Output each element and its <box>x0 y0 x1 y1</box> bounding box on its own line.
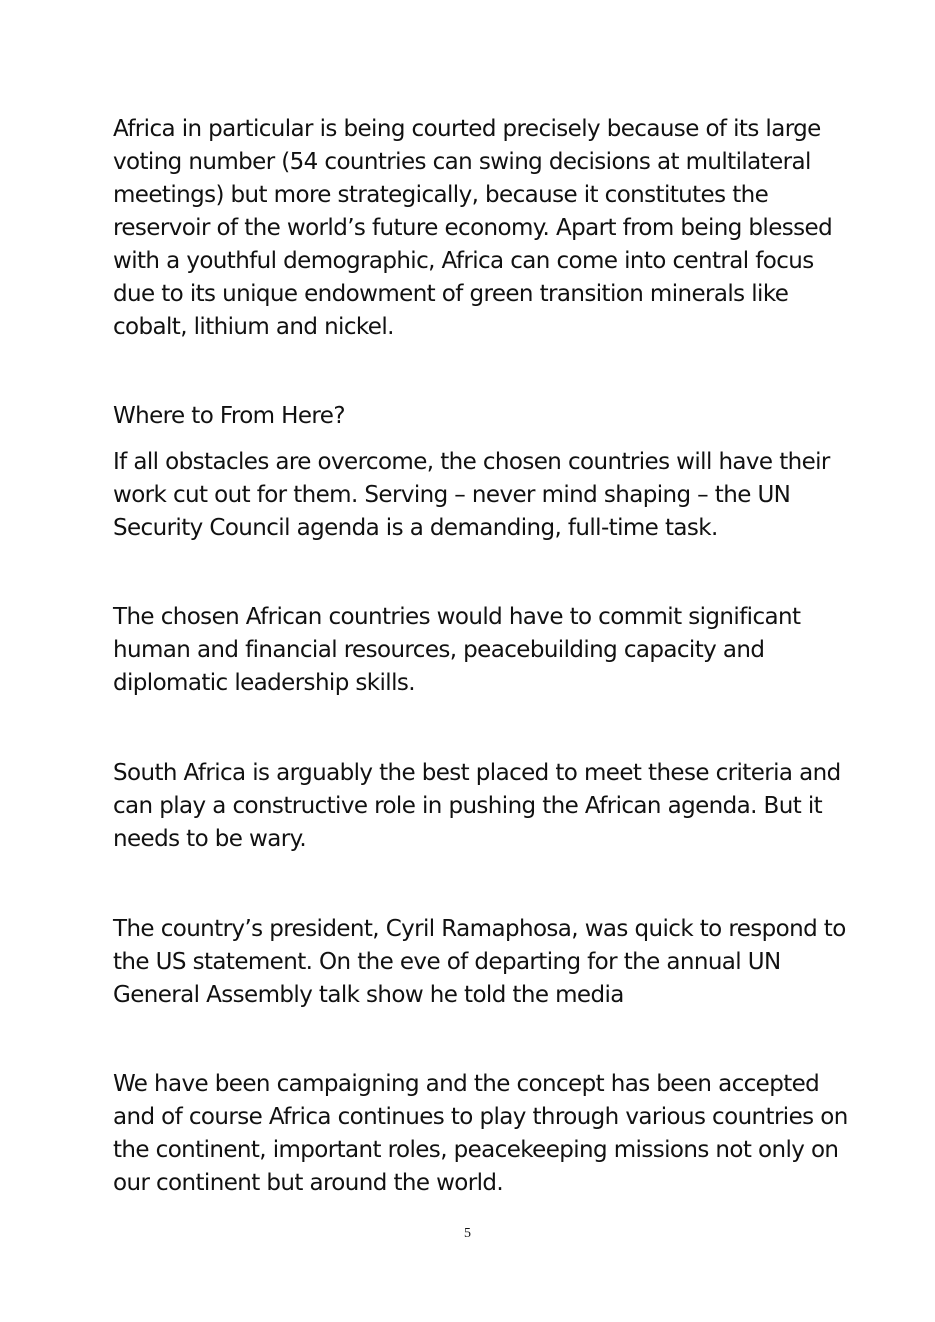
quote-paragraph: We have been campaigning and the concept has been accepted and of course Africa continues to play through various countries on the continent, important roles, peacekeeping missions not only on our continent but around the world. <box>113 1071 848 1196</box>
paragraph: South Africa is arguably the best placed to meet these criteria and can play a constructive role in pushing the African agenda. But it needs to be wary. <box>113 760 841 852</box>
paragraph: If all obstacles are overcome, the chosen countries will have their work cut out for them. Serving – never mind shaping – the UN Security Council agenda is a demanding, full-time task. <box>113 449 830 541</box>
section-heading: Where to From Here? <box>113 403 345 429</box>
paragraph: Africa in particular is being courted precisely because of its large voting number (54 countries can swing decisions at multilateral meetings) but more strategically, because it constitutes the reservoir of the world’s future economy. Apart from being blessed with a youthful demographic, Africa can come into central focus due to its unique endowment of green transition minerals like cobalt, lithium and nickel. <box>113 116 833 340</box>
paragraph: The chosen African countries would have to commit significant human and financial resources, peacebuilding capacity and diplomatic leadership skills. <box>113 604 801 696</box>
page-number: 5 <box>464 1226 471 1241</box>
paragraph: The country’s president, Cyril Ramaphosa, was quick to respond to the US statement. On the eve of departing for the annual UN General Assembly talk show he told the media <box>113 916 846 1008</box>
